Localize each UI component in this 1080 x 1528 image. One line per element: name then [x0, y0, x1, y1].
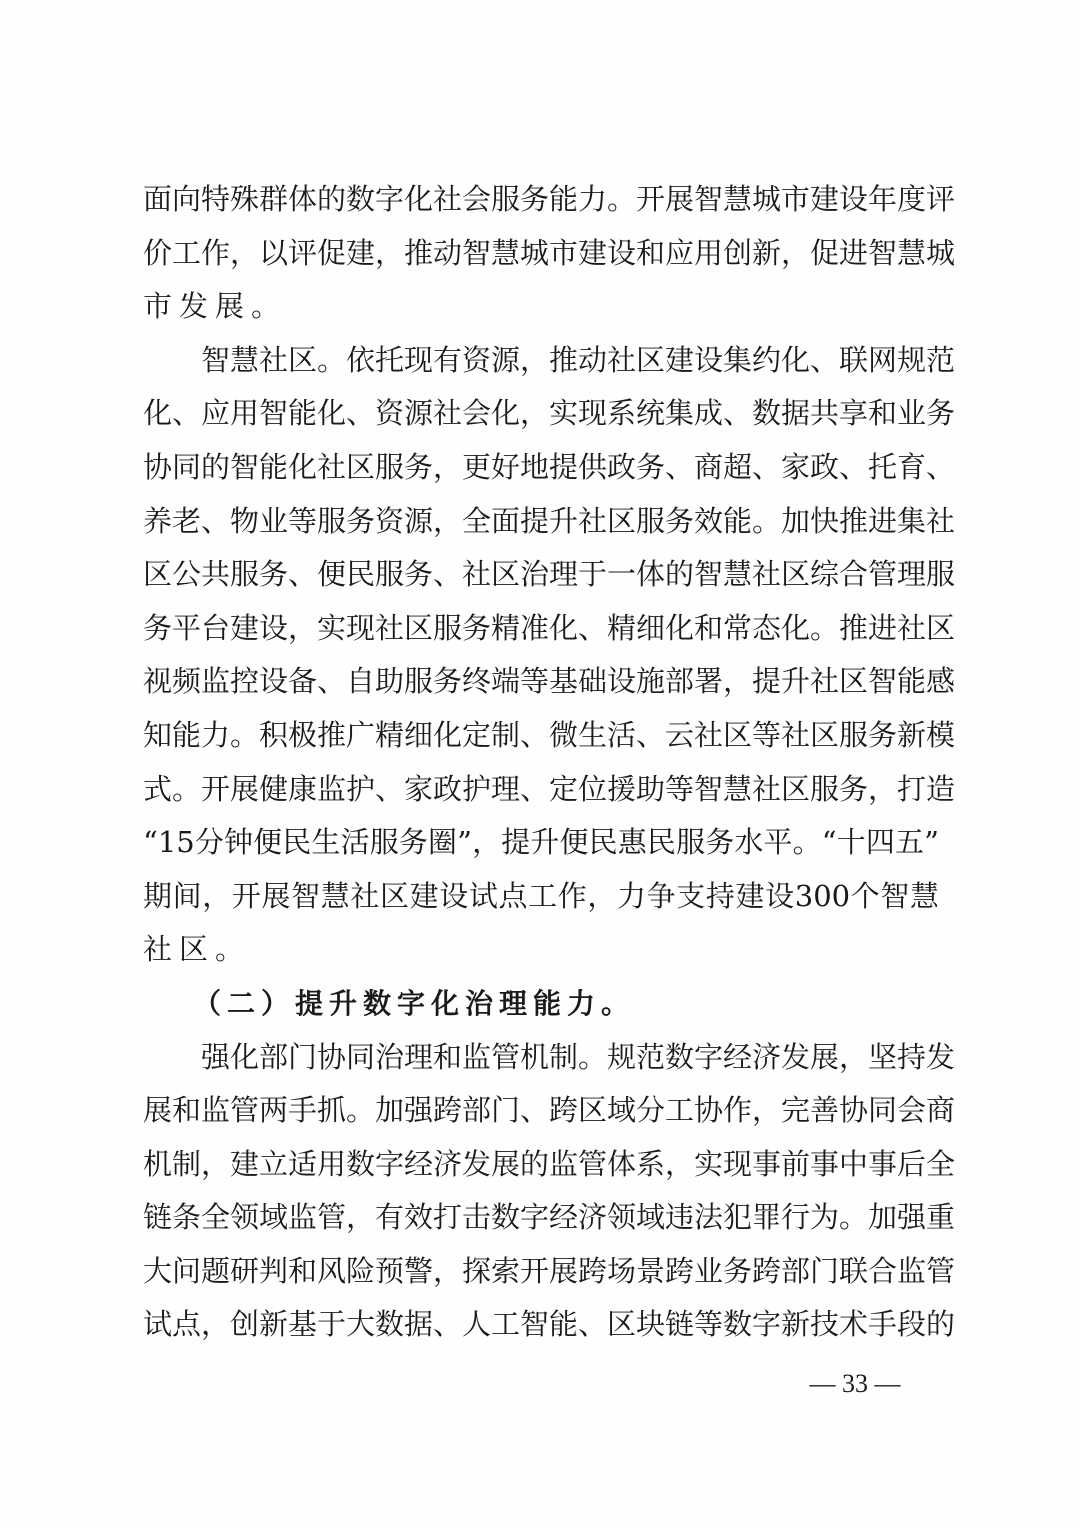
page-number: — 33 —: [809, 1369, 901, 1398]
paragraph-line: 期间，开展智慧社区建设试点工作，力争支持建设300个智慧: [143, 878, 939, 913]
paragraph-line: 价工作，以评促建，推动智慧城市建设和应用创新，促进智慧城: [143, 235, 956, 270]
paragraph-line: “15分钟便民生活服务圈”，提升便民惠民服务水平。“十四五”: [143, 825, 939, 860]
paragraph-line: 化、应用智能化、资源社会化，实现系统集成、数据共享和业务: [143, 396, 956, 431]
section-heading: （二）提升数字化治理能力。: [193, 986, 636, 1020]
paragraph-line: 养老、物业等服务资源，全面提升社区服务效能。加快推进集社: [143, 503, 956, 538]
paragraph-line: 机制，建立适用数字经济发展的监管体系，实现事前事中事后全: [143, 1146, 956, 1181]
paragraph-line: 社区。: [143, 932, 252, 967]
paragraph-line: 大问题研判和风险预警，探索开展跨场景跨业务跨部门联合监管: [143, 1253, 956, 1288]
paragraph-line: 面向特殊群体的数字化社会服务能力。开展智慧城市建设年度评: [143, 182, 956, 216]
paragraph-line: 视频监控设备、自助服务终端等基础设施部署，提升社区智能感: [143, 664, 956, 699]
paragraph-line: 式。开展健康监护、家政护理、定位援助等智慧社区服务，打造: [143, 771, 956, 806]
paragraph-line: 强化部门协同治理和监管机制。规范数字经济发展，坚持发: [201, 1039, 956, 1074]
paragraph-line: 协同的智能化社区服务，更好地提供政务、商超、家政、托育、: [143, 449, 956, 484]
paragraph-line: 试点，创新基于大数据、人工智能、区块链等数字新技术手段的: [143, 1307, 956, 1342]
paragraph-line: 链条全领域监管，有效打击数字经济领域违法犯罪行为。加强重: [143, 1200, 956, 1235]
paragraph-line: 智慧社区。依托现有资源，推动社区建设集约化、联网规范: [201, 342, 956, 377]
paragraph-line: 区公共服务、便民服务、社区治理于一体的智慧社区综合管理服: [143, 557, 956, 592]
document-body: [143, 173, 956, 1352]
paragraph-line: 市发展。: [143, 289, 288, 324]
paragraph-line: 知能力。积极推广精细化定制、微生活、云社区等社区服务新模: [143, 717, 956, 752]
paragraph-line: 务平台建设，实现社区服务精准化、精细化和常态化。推进社区: [143, 610, 956, 645]
paragraph-line: 展和监管两手抓。加强跨部门、跨区域分工协作，完善协同会商: [143, 1093, 956, 1128]
